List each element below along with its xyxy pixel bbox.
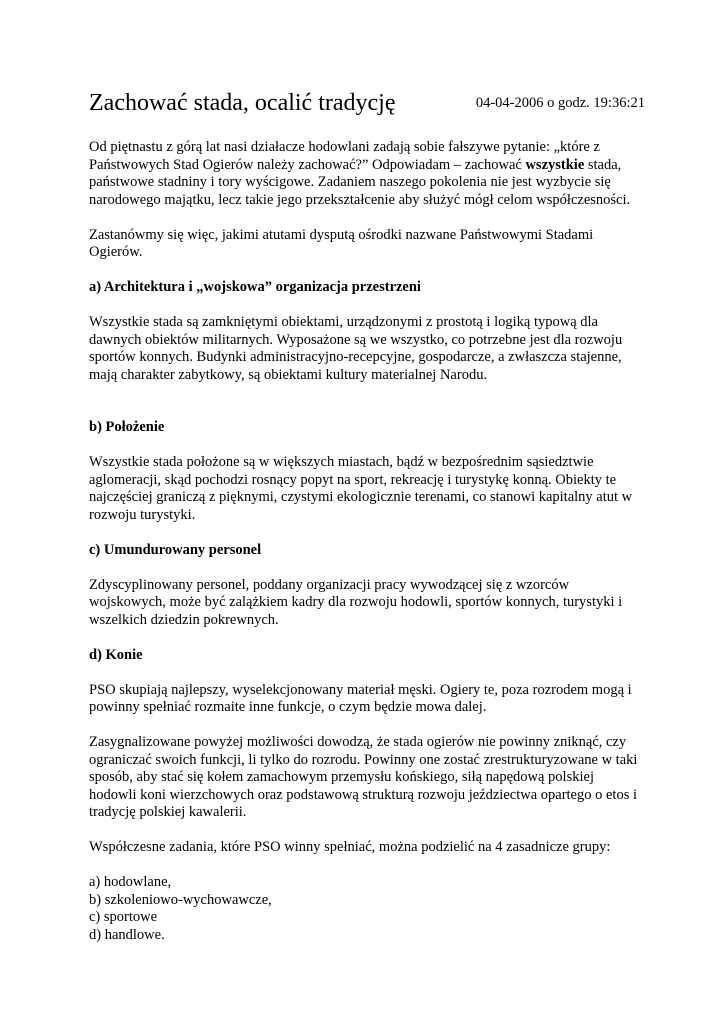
document-page — [89, 88, 645, 944]
section-heading-location: b) Położenie — [89, 419, 165, 435]
section-heading-horses: d) Konie — [89, 646, 143, 663]
list-item: a) hodowlane, — [89, 874, 172, 890]
section-text-personnel: Zdyscyplinowany personel, poddany organizacji pracy wywodzącej się z wzorców wojskowych, może być zalążkiem kadry dla rozwoju hodowli, sportów konnych, turystyki i wszelkich dziedzin pokrewnych. — [89, 576, 623, 628]
section-heading-personnel: c) Umundurowany personel — [89, 541, 262, 558]
intro-paragraph — [89, 139, 645, 209]
task-groups-list — [89, 874, 645, 944]
article-title: Zachować stada, ocalić tradycję — [89, 90, 396, 116]
list-item: b) szkoleniowo-wychowawcze, — [89, 891, 272, 908]
section-text-horses: PSO skupiają najlepszy, wyselekcjonowany materiał męski. Ogiery te, poza rozrodem mogą i powinny spełniać rozmaite inne funkcje, o czym będzie mowa dalej. — [89, 681, 632, 715]
intro-paragraph-2: Zastanówmy się więc, jakimi atutami dysputą ośrodki nazwane Państwowymi Stadami Ogierów. — [89, 226, 594, 260]
section-text-location: Wszystkie stada położone są w większych miastach, bądź w bezpośrednim sąsiedztwie aglomeracji, skąd pochodzi rosnący popyt na sport, rekreację i turystykę konną. Obiekty te najczęściej graniczą z pięknymi, czystymi ekologicznie terenami, co stanowi kapitalny atut w rozwoju turystyki. — [89, 454, 633, 523]
intro-text-start: Od piętnastu z górą lat nasi działacze hodowlani zadają sobie fałszywe pytanie: „które z Państwowych Stad Ogierów należy zachować?” Odpowiadam – zachować — [89, 139, 600, 173]
intro-emphasis: wszystkie — [525, 156, 585, 173]
list-item: d) handlowe. — [89, 926, 165, 943]
document-header — [89, 88, 645, 124]
list-item: c) sportowe — [89, 909, 158, 925]
intro-text-end: stada, państwowe stadniny i tory wyścigowe. Zadaniem naszego pokolenia nie jest wyzbycie się narodowego majątku, lecz takie jego przekształcenie aby służyć mógł celom współczesności. — [89, 156, 631, 208]
summary-paragraph: Zasygnalizowane powyżej możliwości dowodzą, że stada ogierów nie powinny zniknąć, czy ograniczać swoich funkcji, li tylko do rozrodu. Powinny one zostać zrestrukturyzowane w taki sposób, aby stać się kołem zamachowym przemysłu końskiego, siłą napędową polskiej hodowli koni wierzchowych oraz podstawową strukturą rozwoju jeździectwa opartego o etos i tradycję polskiej kawalerii. — [89, 734, 638, 820]
section-heading-architecture: a) Architektura i „wojskowa” organizacja przestrzeni — [89, 279, 421, 295]
spacer — [89, 402, 645, 420]
publication-date: 04-04-2006 o godz. 19:36:21 — [475, 95, 645, 111]
article-body — [89, 139, 645, 944]
section-text-architecture: Wszystkie stada są zamkniętymi obiektami, urządzonymi z prostotą i logiką typową dla dawnych obiektów militarnych. Wyposażone są we wszystko, co potrzebne jest dla rozwoju sportów konnych. Budynki administracyjno-recepcyjne, gospodarcze, a zwłaszcza stajenne, mają charakter zabytkowy, są obiektami kultury materialnej Narodu. — [89, 314, 623, 383]
tasks-paragraph: Współczesne zadania, które PSO winny spełniać, można podzielić na 4 zasadnicze grupy: — [89, 839, 611, 855]
